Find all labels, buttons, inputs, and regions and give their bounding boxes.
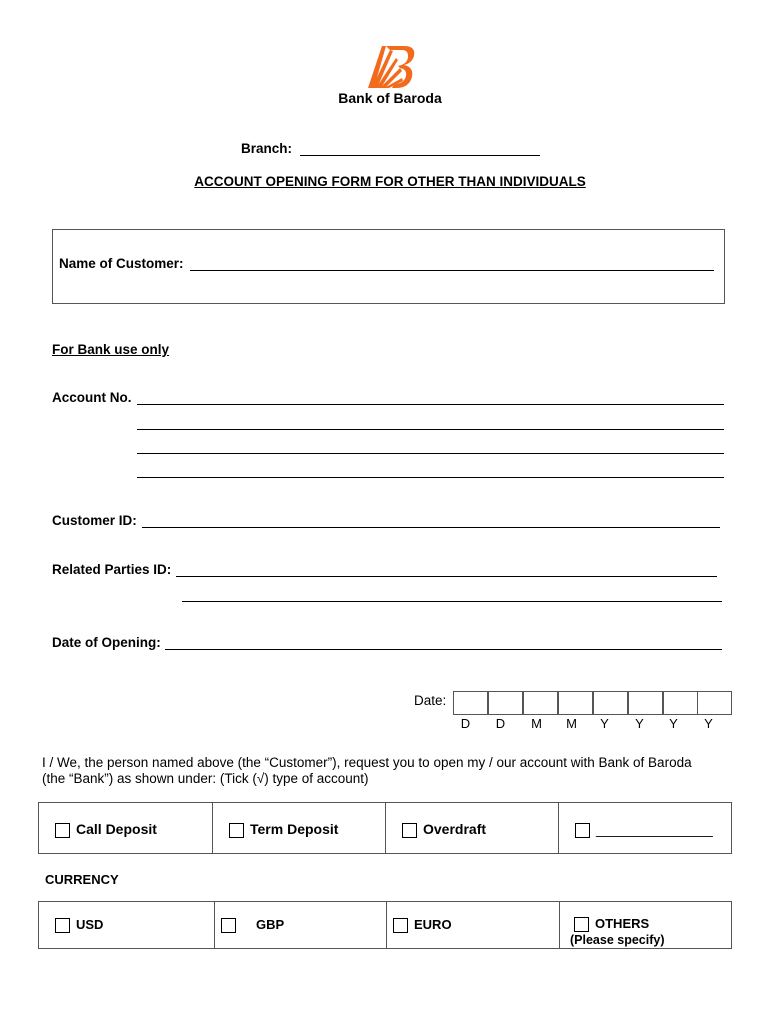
checkbox-icon[interactable] [55, 918, 70, 933]
currency-label: OTHERS [595, 916, 650, 931]
date-box-y3[interactable] [663, 691, 698, 715]
currency-cell-gbp[interactable] [215, 902, 387, 948]
currency-label: GBP [256, 917, 285, 932]
currency-label: EURO [414, 917, 452, 932]
date-of-opening-label: Date of Opening: [52, 635, 161, 650]
checkbox-icon[interactable] [575, 823, 590, 838]
branch-label: Branch: [241, 141, 293, 156]
currency-cell-usd[interactable] [39, 902, 215, 948]
date-box-y4[interactable] [697, 691, 732, 715]
account-type-label: Overdraft [423, 821, 487, 837]
currency-table [38, 901, 732, 949]
date-format-letter: D [460, 716, 471, 731]
account-no-line-4[interactable] [137, 477, 724, 478]
date-format-letter: M [566, 716, 577, 731]
date-format-letter: D [495, 716, 506, 731]
account-no-label: Account No. [52, 390, 132, 405]
currency-others-note: (Please specify) [570, 933, 665, 947]
account-type-table [38, 802, 732, 854]
account-type-cell-other[interactable] [559, 803, 731, 853]
related-parties-line-1[interactable] [176, 576, 717, 577]
checkbox-icon[interactable] [574, 917, 589, 932]
date-format-letter: Y [635, 716, 644, 731]
bank-name: Bank of Baroda [338, 90, 442, 106]
account-no-line-1[interactable] [137, 404, 724, 405]
account-type-label: Call Deposit [76, 821, 157, 837]
date-box-d1[interactable] [453, 691, 488, 715]
branch-line[interactable] [300, 155, 540, 156]
account-no-line-3[interactable] [137, 453, 724, 454]
date-format-letter: M [531, 716, 542, 731]
related-parties-label: Related Parties ID: [52, 562, 172, 577]
date-box-y2[interactable] [628, 691, 663, 715]
checkbox-icon[interactable] [55, 823, 70, 838]
date-label: Date: [414, 693, 447, 708]
account-type-other-line: _______________ [596, 821, 713, 837]
account-type-cell-call-deposit[interactable] [39, 803, 213, 853]
account-type-cell-term-deposit[interactable] [213, 803, 386, 853]
currency-cell-euro[interactable] [387, 902, 560, 948]
account-type-cell-overdraft[interactable] [386, 803, 559, 853]
currency-heading: CURRENCY [45, 872, 119, 887]
date-box-m2[interactable] [558, 691, 593, 715]
bank-use-heading: For Bank use only [52, 342, 170, 357]
checkbox-icon[interactable] [221, 918, 236, 933]
currency-label: USD [76, 917, 104, 932]
currency-cell-others[interactable] [560, 902, 731, 948]
request-text-line-2: (the “Bank”) as shown under: (Tick (√) type of account) [42, 771, 369, 786]
account-no-line-2[interactable] [137, 429, 724, 430]
customer-name-line[interactable] [190, 270, 714, 271]
customer-id-line[interactable] [142, 527, 720, 528]
checkbox-icon[interactable] [402, 823, 417, 838]
checkbox-icon[interactable] [229, 823, 244, 838]
customer-name-label: Name of Customer: [59, 256, 184, 271]
date-box-m1[interactable] [523, 691, 558, 715]
date-box-d2[interactable] [488, 691, 523, 715]
date-format-letter: Y [600, 716, 609, 731]
account-type-label: Term Deposit [250, 821, 339, 837]
date-box-y1[interactable] [593, 691, 628, 715]
date-of-opening-line[interactable] [165, 649, 722, 650]
date-format-letter: Y [704, 716, 713, 731]
checkbox-icon[interactable] [393, 918, 408, 933]
request-text-line-1: I / We, the person named above (the “Customer”), request you to open my / our account with Bank of Baroda [42, 755, 692, 770]
related-parties-line-2[interactable] [182, 601, 722, 602]
date-format-letter: Y [669, 716, 678, 731]
bank-of-baroda-logo [362, 44, 418, 90]
customer-id-label: Customer ID: [52, 513, 137, 528]
form-title: ACCOUNT OPENING FORM FOR OTHER THAN INDIVIDUALS [194, 174, 586, 189]
